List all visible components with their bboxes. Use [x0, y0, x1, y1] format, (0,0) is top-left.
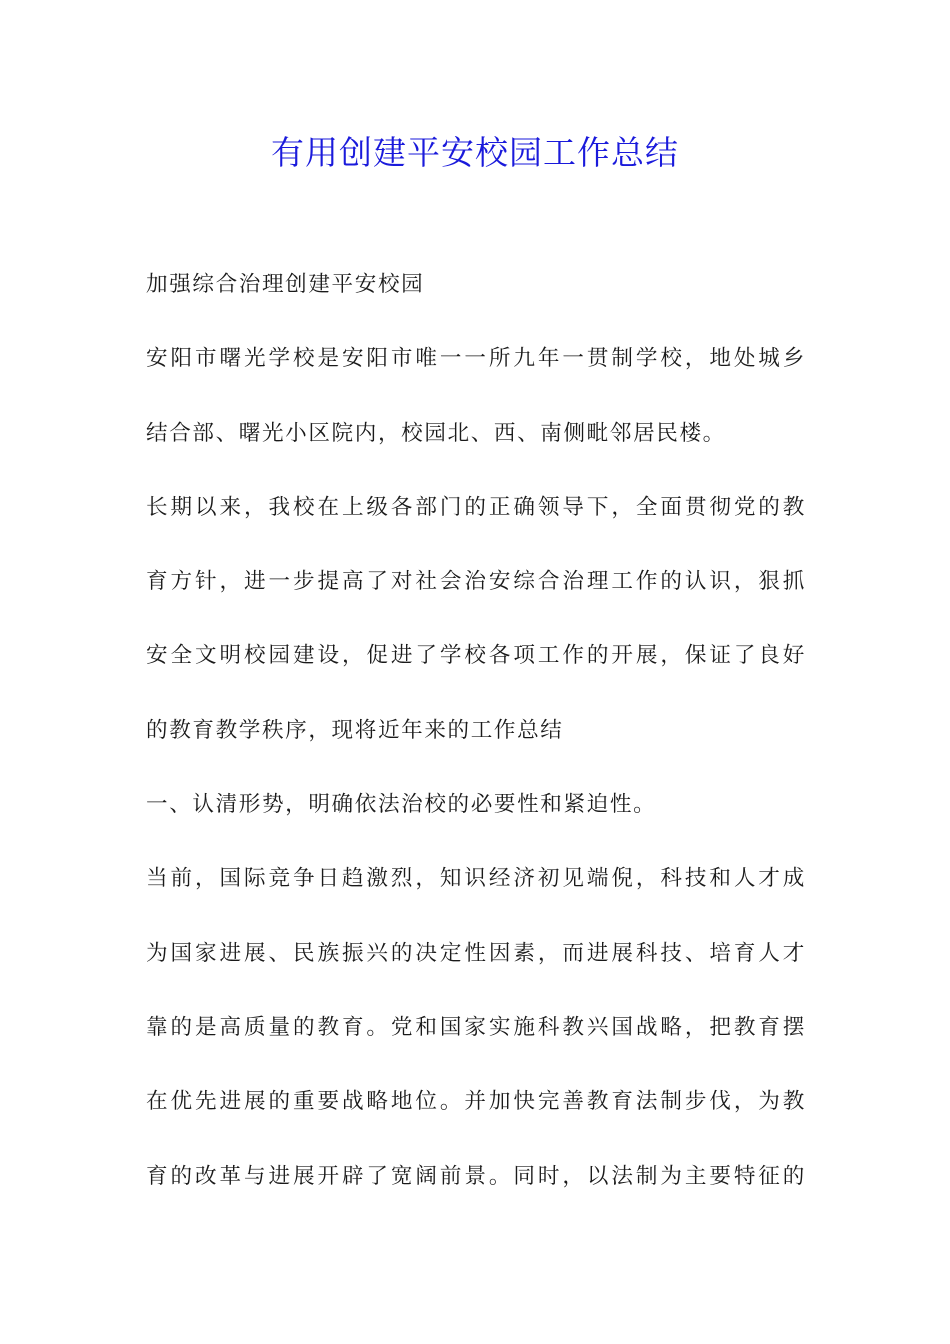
body-line: 育方针，进一步提高了对社会治安综合治理工作的认识，狠抓	[146, 569, 806, 595]
document-title: 有用创建平安校园工作总结	[271, 133, 679, 172]
body-line: 安阳市曙光学校是安阳市唯一一所九年一贯制学校，地处城乡	[146, 346, 806, 372]
body-line: 加强综合治理创建平安校园	[146, 272, 425, 297]
body-line: 当前，国际竞争日趋激烈，知识经济初见端倪，科技和人才成	[146, 866, 806, 892]
body-line: 靠的是高质量的教育。党和国家实施科教兴国战略，把教育摆	[146, 1014, 806, 1040]
document-body	[146, 262, 806, 1228]
body-line: 育的改革与进展开辟了宽阔前景。同时，以法制为主要特征的	[146, 1163, 806, 1189]
body-line: 结合部、曙光小区院内，校园北、西、南侧毗邻居民楼。	[146, 420, 726, 446]
body-line: 为国家进展、民族振兴的决定性因素，而进展科技、培育人才	[146, 940, 806, 966]
body-line: 安全文明校园建设，促进了学校各项工作的开展，保证了良好	[146, 643, 806, 669]
body-line: 在优先进展的重要战略地位。并加快完善教育法制步伐，为教	[146, 1089, 806, 1115]
body-line: 一、认清形势，明确依法治校的必要性和紧迫性。	[146, 792, 657, 818]
body-line: 长期以来，我校在上级各部门的正确领导下，全面贯彻党的教	[146, 494, 806, 520]
body-line: 的教育教学秩序，现将近年来的工作总结	[146, 717, 564, 743]
